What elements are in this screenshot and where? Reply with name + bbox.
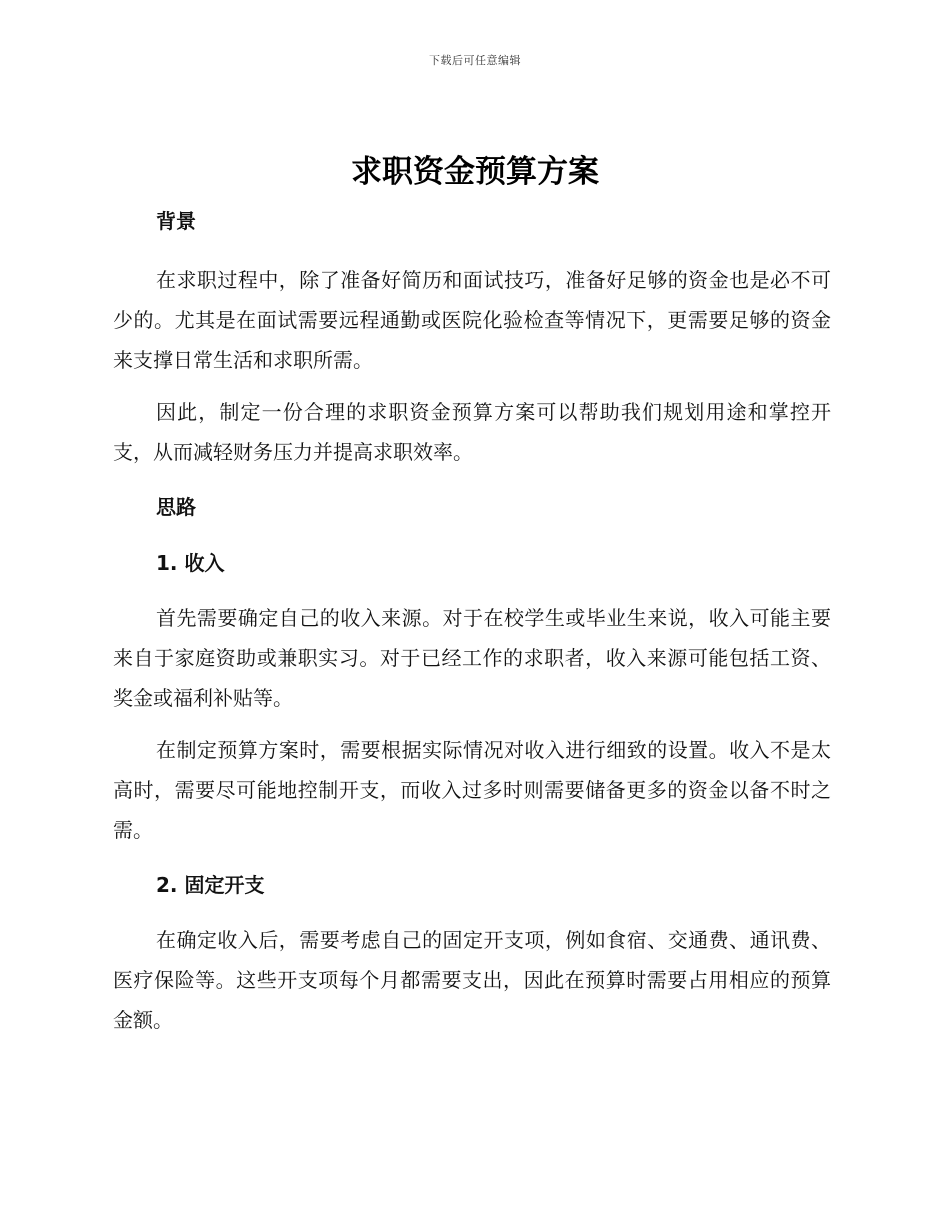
paragraph: 在制定预算方案时，需要根据实际情况对收入进行细致的设置。收入不是太高时，需要尽可能地控制开支，而收入过多时则需要储备更多的资金以备不时之需。	[113, 738, 831, 842]
paragraph: 在确定收入后，需要考虑自己的固定开支项，例如食宿、交通费、通讯费、医疗保险等。这些开支项每个月都需要支出，因此在预算时需要占用相应的预算金额。	[113, 928, 831, 1032]
paragraph: 在求职过程中，除了准备好简历和面试技巧，准备好足够的资金也是必不可少的。尤其是在面试需要远程通勤或医院化验检查等情况下，更需要足够的资金来支撑日常生活和求职所需。	[113, 268, 831, 372]
section-heading-background: 背景	[156, 209, 196, 233]
document-title: 求职资金预算方案	[351, 154, 599, 190]
document-body	[113, 204, 831, 1040]
paragraph: 首先需要确定自己的收入来源。对于在校学生或毕业生来说，收入可能主要来自于家庭资助或兼职实习。对于已经工作的求职者，收入来源可能包括工资、奖金或福利补贴等。	[113, 606, 831, 710]
paragraph: 因此，制定一份合理的求职资金预算方案可以帮助我们规划用途和掌控开支，从而减轻财务压力并提高求职效率。	[113, 400, 831, 464]
page-header: 下载后可任意编辑	[429, 54, 521, 67]
section-heading-income: 1. 收入	[156, 551, 225, 575]
section-heading-approach: 思路	[156, 495, 196, 519]
section-heading-fixed-expenses: 2. 固定开支	[156, 873, 265, 897]
